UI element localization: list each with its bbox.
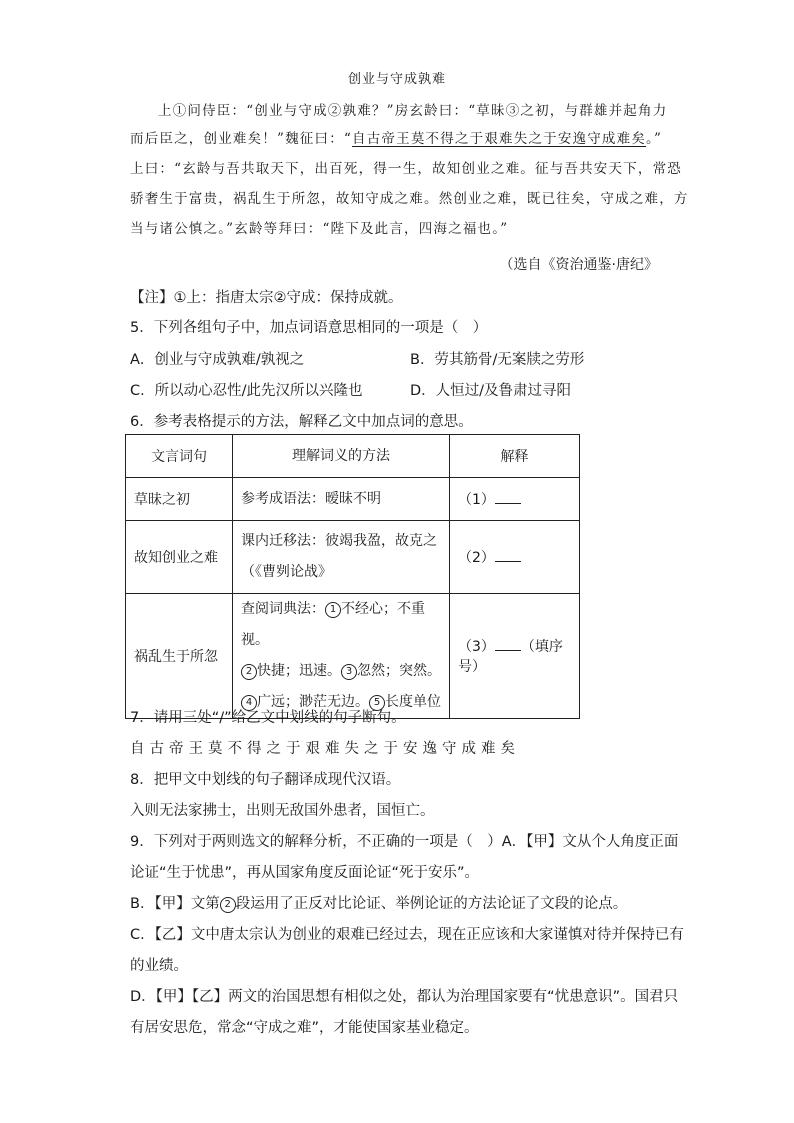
- row1-answer: [450, 478, 580, 521]
- q9-option-d-cont: 有居安思危，常念“守成之难”，才能使国家基业稳定。: [130, 1020, 479, 1036]
- answer-blank-3[interactable]: [495, 638, 521, 651]
- q9-option-a-cont: 论证“生于忧患”，再从国家角度反面论证“死于安乐”。: [130, 865, 480, 881]
- row1-method: 参考成语法：暧昧不明: [233, 478, 450, 521]
- option-b-post: 段运用了正反对比论证、举例论证的方法论证了文段的论点。: [235, 896, 628, 912]
- q9-option-b: [130, 892, 627, 913]
- circled-number: 1: [325, 602, 341, 618]
- passage-title: 创业与守成孰难: [347, 72, 446, 87]
- passage-line-1: 上①问侍臣：“创业与守成②孰难？”房玄龄曰：“草昧③之初，与群雄并起角力: [158, 103, 668, 119]
- row3-method: [233, 594, 450, 719]
- q9-option-c: C．【乙】文中唐太宗认为创业的艰难已经过去，现在正应该和大家谨慎对待并保持已有: [130, 927, 684, 943]
- table-header-row: [126, 435, 580, 478]
- row3-phrase: 祸乱生于所忽: [126, 594, 233, 719]
- q9-option-c-cont: 的业绩。: [130, 958, 188, 974]
- meaning-text: 长度单位: [385, 694, 441, 710]
- row3-method-line-2: [241, 656, 441, 687]
- row3-method-line-1: [241, 594, 441, 656]
- q9-option-d: D．【甲】【乙】两文的治国思想有相似之处，都认为治理国家要有“忧患意识”。国君只: [130, 989, 679, 1005]
- q5-option-d: D．人恒过/及鲁肃过寻阳: [410, 383, 572, 399]
- meaning-text: 不经心；不重视。: [241, 601, 425, 648]
- circled-number: 5: [369, 695, 385, 711]
- underlined-sentence: 自古帝王莫不得之于艰难失之于安逸守成难矣: [352, 131, 647, 147]
- meaning-text: 忽然；突然。: [357, 663, 441, 679]
- passage-line-2-post: 。”: [646, 131, 663, 147]
- q8-stem: 8．把甲文中划线的句子翻译成现代汉语。: [130, 772, 401, 788]
- q7-sentence: 自古帝王莫不得之于艰难失之于安逸守成难矣: [130, 741, 520, 757]
- passage-line-5: 当与诸公慎之。”玄龄等拜曰：“陛下及此言，四海之福也。”: [130, 221, 509, 237]
- row2-phrase: 故知创业之难: [126, 521, 233, 594]
- header-answer: 解释: [450, 435, 580, 478]
- answer-blank-1[interactable]: [495, 491, 521, 504]
- row2-method-line-1: 课内迁移法：彼竭我盈，故克之: [241, 533, 437, 549]
- answer-label-2: （2）: [458, 550, 495, 566]
- table-row: [126, 478, 580, 521]
- row1-phrase: 草昧之初: [126, 478, 233, 521]
- q6-stem: 6．参考表格提示的方法，解释乙文中加点词的意思。: [130, 414, 473, 430]
- answer-label-3: （3）: [458, 639, 495, 655]
- passage-line-4: 骄奢生于富贵，祸乱生于所忽，故知守成之难。然创业之难，既已往矣，守成之难，方: [130, 191, 689, 207]
- table-row: [126, 594, 580, 719]
- row2-method-line-2: （《曹刿论战》: [241, 564, 332, 580]
- header-method: 理解词义的方法: [233, 435, 450, 478]
- annotation-note: 【注】①上：指唐太宗②守成：保持成就。: [130, 290, 403, 306]
- meaning-text: 快捷；迅速。: [257, 663, 341, 679]
- header-phrase: 文言词句: [126, 435, 233, 478]
- row3-answer: [450, 594, 580, 719]
- q6-table: [125, 434, 580, 719]
- q5-option-c: C．所以动心忍性/此先汉所以兴隆也: [130, 383, 363, 399]
- q5-option-b: B．劳其筋骨/无案牍之劳形: [410, 352, 585, 368]
- passage-source: （选自《资治通鉴·唐纪》: [499, 257, 658, 273]
- answer-blank-2[interactable]: [495, 549, 521, 562]
- q5-stem: 5．下列各组句子中，加点词语意思相同的一项是（ ）: [130, 320, 488, 336]
- q5-option-a: A．创业与守成孰难/孰视之: [130, 352, 305, 368]
- q9-stem: 9．下列对于两则选文的解释分析，不正确的一项是（ ）A．【甲】文从个人角度正面: [130, 834, 679, 850]
- answer-label-1: （1）: [458, 492, 495, 508]
- meaning-text: 广远；渺茫无边。: [257, 694, 369, 710]
- circled-number: 4: [241, 695, 257, 711]
- row2-method: [233, 521, 450, 594]
- option-b-pre: B．【甲】文第: [130, 896, 220, 912]
- table-row: [126, 521, 580, 594]
- q8-sentence: 入则无法家拂士，出则无敌国外患者，国恒亡。: [130, 803, 435, 819]
- circled-number: 2: [220, 897, 236, 913]
- q7-stem: 7．请用三处“/”给乙文中划线的句子断句。: [130, 710, 406, 726]
- passage-line-2: [130, 127, 662, 147]
- circled-number: 2: [241, 664, 257, 680]
- passage-line-3: 上曰：“玄龄与吾共取天下，出百死，得一生，故知创业之难。征与吾共安天下，常恐: [130, 161, 683, 177]
- row2-answer: [450, 521, 580, 594]
- answer-suffix: （填序号）: [458, 639, 563, 675]
- method-pre: 查阅词典法：: [241, 601, 325, 617]
- circled-number: 3: [341, 664, 357, 680]
- passage-line-2-pre: 而后臣之，创业难矣！”魏征曰：“: [130, 131, 353, 147]
